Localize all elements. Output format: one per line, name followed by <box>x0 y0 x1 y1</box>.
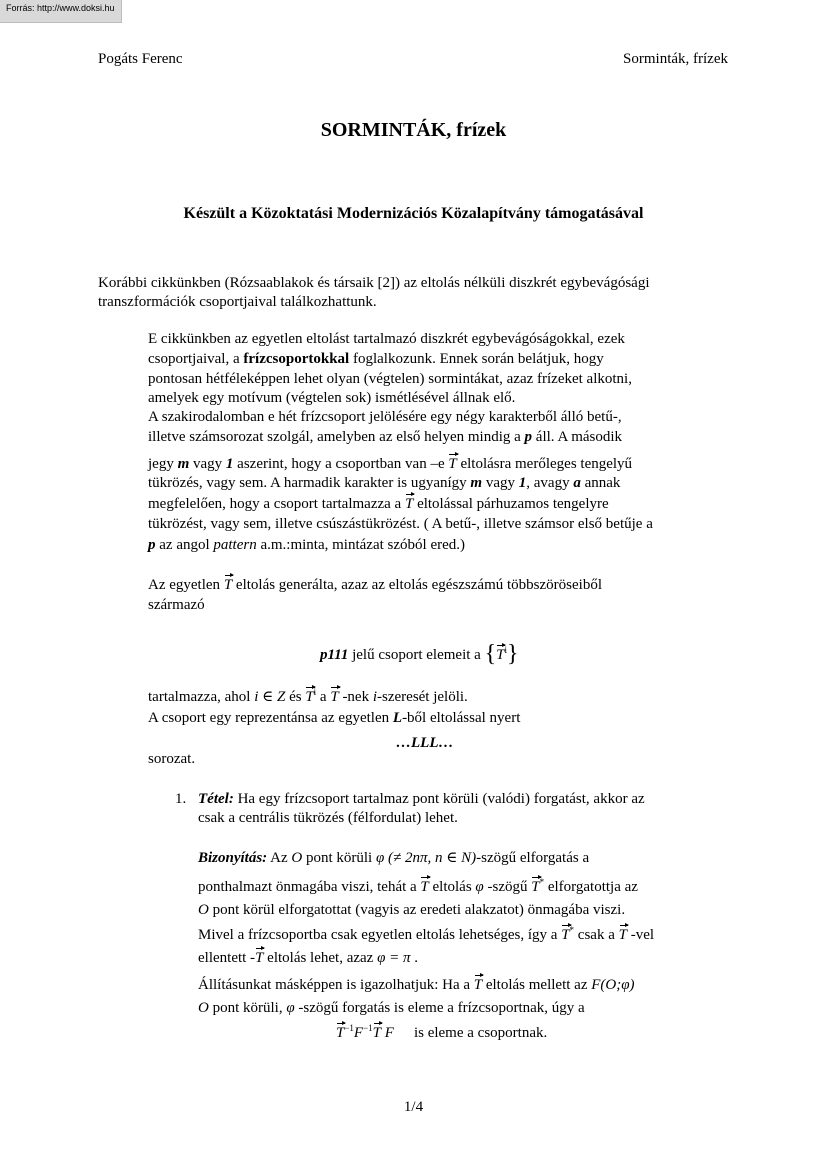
proof-formula-line: $T^{-1}F^{-1}T$ F is eleme a csoportnak. <box>336 1023 548 1041</box>
paragraph-line: csoportjaival, a frízcsoportokkal foglalkozunk. Ennek során belátjuk, hogy <box>148 351 604 367</box>
theorem-number: 1. <box>175 791 187 807</box>
theorem-label: Tétel: <box>198 791 234 807</box>
document-title: SORMINTÁK, frízek <box>320 119 507 141</box>
proof-line: ellentett -T eltolás lehet, azaz φ = π . <box>198 950 419 966</box>
vector-t: T <box>448 456 457 472</box>
paragraph-line: megfelelően, hogy a csoport tartalmazza a T eltolással párhuzamos tengelyre <box>148 496 609 512</box>
page-number: 1/4 <box>403 1099 424 1115</box>
theorem-line: csak a centrális tükrözés (félfordulat) lehet. <box>198 810 458 826</box>
vector-t-star: T <box>531 879 540 895</box>
vector-t: T <box>330 689 339 705</box>
paragraph-line: pontosan hétféleképpen lehet olyan (végtelen) sormintákat, azaz frízeket alkotni, <box>148 371 632 387</box>
paragraph-line: tükrözés, vagy sem. A harmadik karakter is ugyanígy m vagy 1, avagy a annak <box>148 475 621 491</box>
paragraph-line: származó <box>148 597 205 613</box>
paragraph-line: jegy m vagy 1 aszerint, hogy a csoportban van –e T eltolásra merőleges tengelyű <box>148 456 633 472</box>
paragraph-line: tükrözést, vagy sem, illetve csúszástükrözést. ( A betű-, illetve számsor első betűje a <box>148 516 653 532</box>
paragraph-line: Az egyetlen T eltolás generálta, azaz az eltolás egészszámú többszöröseiből <box>148 577 602 593</box>
vector-t: T <box>223 577 233 593</box>
proof-line: Mivel a frízcsoportba csak egyetlen eltolás lehetséges, így a T* csak a T -vel <box>198 925 655 943</box>
vector-t: T <box>372 1025 382 1041</box>
paragraph-line: p az angol pattern a.m.:minta, mintázat szóból ered.) <box>148 537 465 553</box>
proof-line: O pont körül elforgatottat (vagyis az eredeti alakzatot) önmagába viszi. <box>198 902 626 918</box>
intro-line: transzformációk csoportjaival találkozhattunk. <box>98 294 377 310</box>
header-title: Sorminták, frízek <box>623 51 728 67</box>
paragraph-line: amelyek egy motívum (végtelen sok) ismétlésével állnak elő. <box>148 390 516 406</box>
paragraph-line: tartalmazza, ahol i ∈ Z és $T^i$ a T -nek i-szeresét jelöli. <box>148 687 468 705</box>
vector-t: T <box>404 496 414 512</box>
vector-t: T <box>305 689 314 705</box>
vector-t: T <box>618 927 627 943</box>
proof-line: ponthalmazt önmagába viszi, tehát a T eltolás φ -szögű T* elforgatottja az <box>198 877 638 895</box>
header-author: Pogáts Ferenc <box>98 51 183 67</box>
vector-t: T <box>255 950 264 966</box>
paragraph-line: illetve számsorozat szolgál, amelyben az első helyen mindig a p áll. A második <box>148 429 623 445</box>
source-label: Forrás: http://www.doksi.hu <box>0 0 122 23</box>
paragraph-line: A csoport egy reprezentánsa az egyetlen L-ből eltolással nyert <box>148 710 521 726</box>
vector-t: T <box>420 879 429 895</box>
theorem-line: Tétel: Ha egy frízcsoport tartalmaz pont körüli (valódi) forgatást, akkor az <box>198 791 645 807</box>
proof-line: Bizonyítás: Az O pont körüli φ (≠ 2nπ, n ∈ N)-szögű elforgatás a <box>198 850 590 866</box>
vector-t: T <box>336 1025 345 1041</box>
proof-line: Állításunkat másképpen is igazolhatjuk: Ha a T eltolás mellett az F(O;φ) <box>198 977 635 993</box>
paragraph-line: sorozat. <box>148 751 196 767</box>
vector-t: T <box>496 647 505 663</box>
lll-sequence: …LLL… <box>396 735 454 751</box>
paragraph-line: A szakirodalomban e hét frízcsoport jelölésére egy négy karakterből álló betű-, <box>148 409 622 425</box>
paragraph-line: E cikkünkben az egyetlen eltolást tartalmazó diszkrét egybevágóságokkal, ezek <box>148 331 625 347</box>
vector-t-star: T <box>561 927 570 943</box>
intro-line: Korábbi cikkünkben (Rózsaablakok és társaik [2]) az eltolás nélküli diszkrét egybevágósági <box>98 275 650 291</box>
proof-line: O pont körüli, φ -szögű forgatás is eleme a frízcsoportnak, úgy a <box>198 1000 585 1016</box>
term-frieze-groups: frízcsoportokkal <box>243 351 350 367</box>
group-line: p111 jelű csoport elemeit a $\{T^i\}$ <box>320 641 519 667</box>
vector-t: T <box>473 977 483 993</box>
document-subtitle: Készült a Közoktatási Modernizációs Közalapítvány támogatásával <box>183 205 644 222</box>
group-code: p111 <box>320 647 349 663</box>
proof-label: Bizonyítás: <box>198 850 268 866</box>
